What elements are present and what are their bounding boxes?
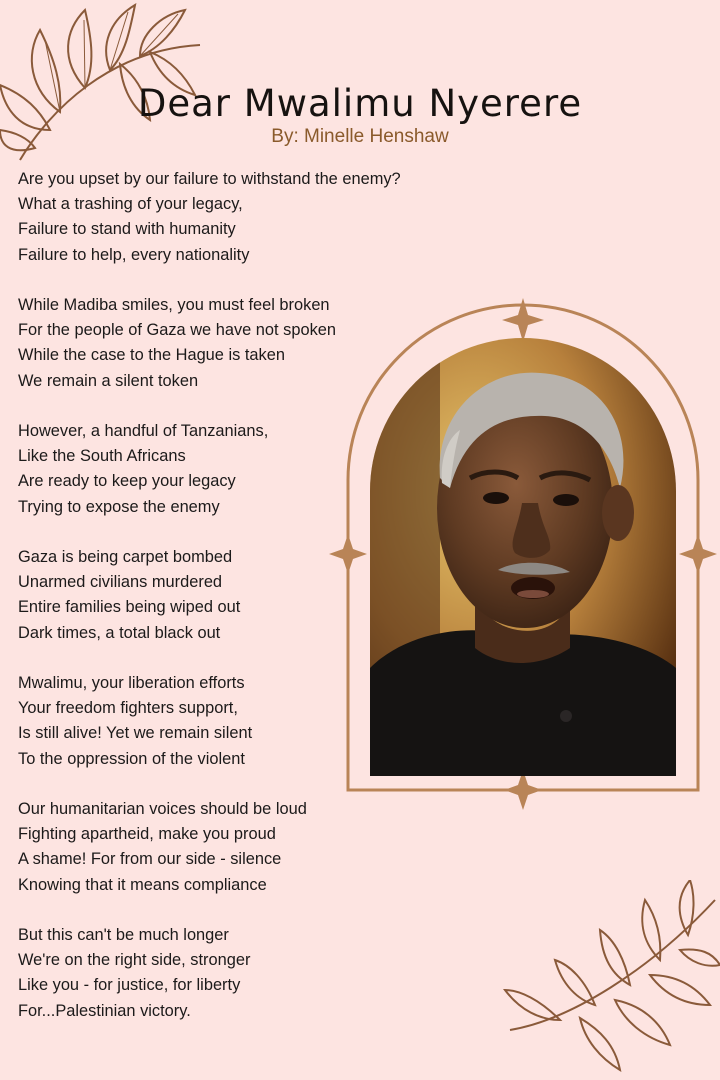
poem-line: Like you - for justice, for liberty: [18, 976, 241, 995]
poem-title: Dear Mwalimu Nyerere: [137, 82, 583, 125]
poem-line: Your freedom fighters support,: [18, 699, 238, 718]
sparkle-star-icon: [679, 534, 717, 574]
poem-line: But this can't be much longer: [18, 926, 229, 944]
poem-line: Our humanitarian voices should be loud: [18, 800, 307, 818]
sparkle-star-icon: [504, 770, 542, 810]
poem-line: A shame! For from our side - silence: [18, 850, 282, 869]
poem-line: For the people of Gaza we have not spoken: [18, 321, 337, 340]
poem-line: Entire families being wiped out: [18, 598, 241, 617]
poem-line: Gaza is being carpet bombed: [18, 548, 233, 566]
poem-line: Are you upset by our failure to withstand the enemy?: [18, 170, 401, 188]
poem-line: We're on the right side, stronger: [18, 951, 251, 970]
poem-line: While Madiba smiles, you must feel broken: [18, 296, 330, 314]
poem-byline: By: Minelle Henshaw: [271, 126, 449, 147]
poem-line: Dark times, a total black out: [18, 623, 221, 642]
portrait-photo: [370, 338, 676, 776]
poem-line: To the oppression of the violent: [18, 749, 245, 768]
poem-line: Unarmed civilians murdered: [18, 573, 223, 592]
poem-line: Trying to expose the enemy: [18, 497, 220, 516]
poem-line: Failure to stand with humanity: [18, 220, 236, 239]
sparkle-star-icon: [329, 534, 367, 574]
poem-line: While the case to the Hague is taken: [18, 346, 285, 365]
poem-line: Like the South Africans: [18, 447, 186, 466]
poem-line: What a trashing of your legacy,: [18, 195, 243, 214]
poem-line: Fighting apartheid, make you proud: [18, 825, 276, 844]
poem-line: We remain a silent token: [18, 371, 199, 390]
poem-line: Failure to help, every nationality: [18, 245, 250, 264]
poem-line: Are ready to keep your legacy: [18, 472, 236, 491]
poem-line: Mwalimu, your liberation efforts: [18, 674, 245, 692]
poem-line: However, a handful of Tanzanians,: [18, 422, 269, 440]
poem-line: Knowing that it means compliance: [18, 875, 267, 894]
poem-line: Is still alive! Yet we remain silent: [18, 724, 253, 743]
poem-line: For...Palestinian victory.: [18, 1001, 191, 1020]
